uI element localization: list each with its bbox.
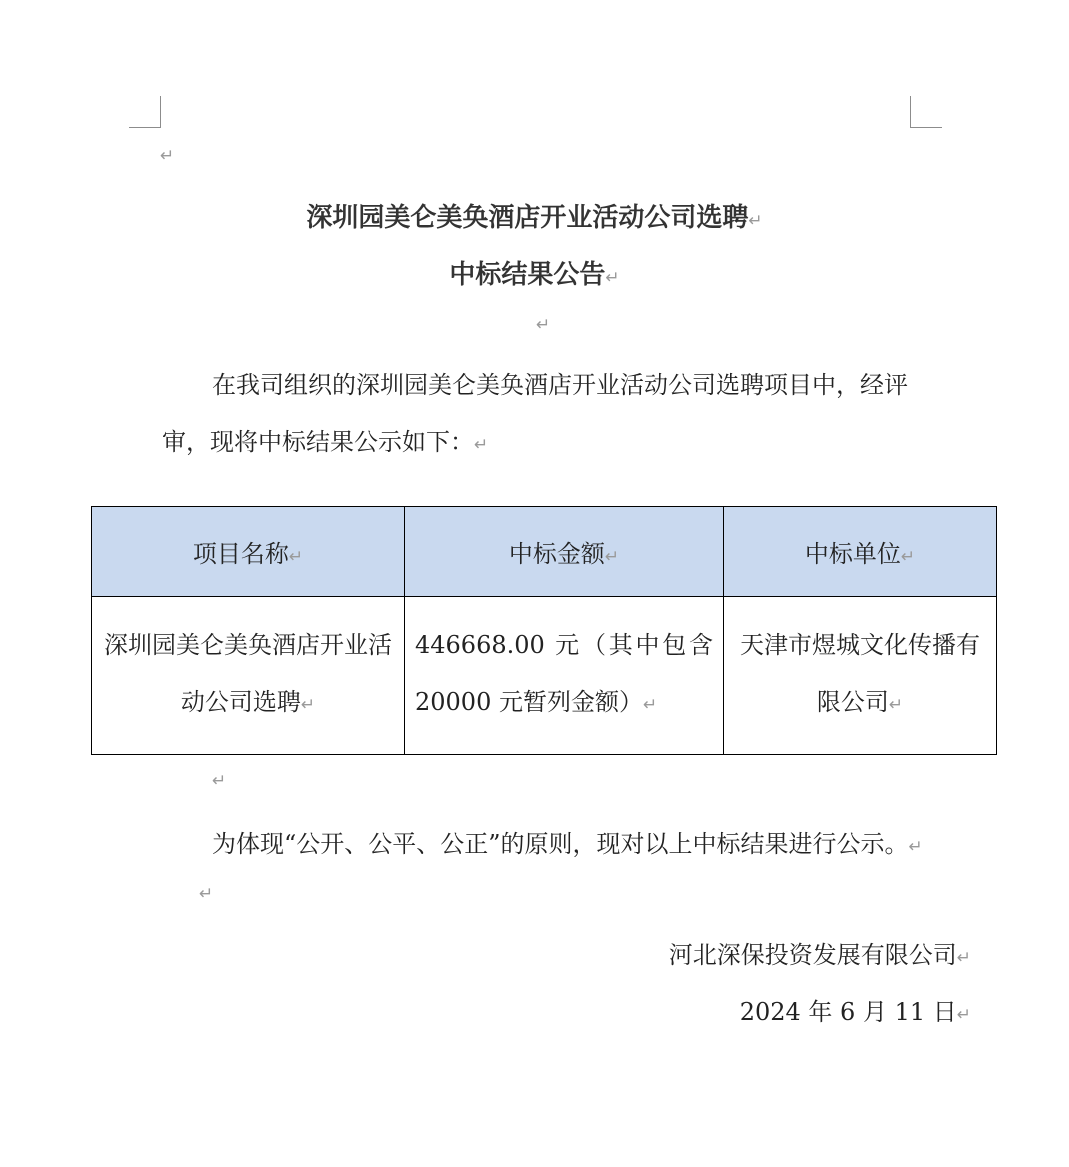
paragraph-mark: ↵ [605,268,620,288]
paragraph-mark: ↵ [199,884,214,904]
paragraph-mark: ↵ [474,435,489,455]
header-bid-amount: 中标金额↵ [405,507,724,597]
cell-winning-unit: 天津市煜城文化传播有限公司↵ [724,597,997,755]
issuer-company: 河北深保投资发展有限公司↵ [668,941,971,969]
page-corner-mark-top-left [129,96,161,128]
paragraph-mark: ↵ [900,547,916,567]
paragraph-mark: ↵ [212,771,227,791]
header-project-name: 项目名称↵ [92,507,405,597]
cell-project-name: 深圳园美仑美奂酒店开业活动公司选聘↵ [92,597,405,755]
paragraph-mark: ↵ [160,146,175,166]
paragraph-mark: ↵ [748,211,763,231]
notice-title-line1: 深圳园美仑美奂酒店开业活动公司选聘↵ [306,203,763,233]
result-table [91,506,997,755]
paragraph-mark: ↵ [956,1005,971,1025]
page-corner-mark-top-right [910,96,942,128]
intro-paragraph-line1: 在我司组织的深圳园美仑美奂酒店开业活动公司选聘项目中，经评 [212,371,908,399]
notice-title-line2: 中标结果公告↵ [449,260,620,290]
paragraph-mark: ↵ [604,547,620,567]
paragraph-mark: ↵ [908,837,923,857]
table-header-row [92,507,997,597]
table-row [92,597,997,755]
paragraph-mark: ↵ [956,948,971,968]
paragraph-mark: ↵ [888,695,904,715]
paragraph-mark: ↵ [642,695,658,715]
paragraph-mark: ↵ [300,695,316,715]
paragraph-mark: ↵ [536,315,551,335]
header-winning-unit: 中标单位↵ [724,507,997,597]
paragraph-mark: ↵ [288,547,304,567]
issue-date: 2024 年 6 月 11 日↵ [739,998,971,1026]
closing-paragraph: 为体现“公开、公平、公正”的原则，现对以上中标结果进行公示。↵ [212,830,923,858]
intro-paragraph-line2: 审，现将中标结果公示如下：↵ [162,428,489,456]
cell-bid-amount: 446668.00 元（其中包含20000 元暂列金额）↵ [405,597,724,755]
